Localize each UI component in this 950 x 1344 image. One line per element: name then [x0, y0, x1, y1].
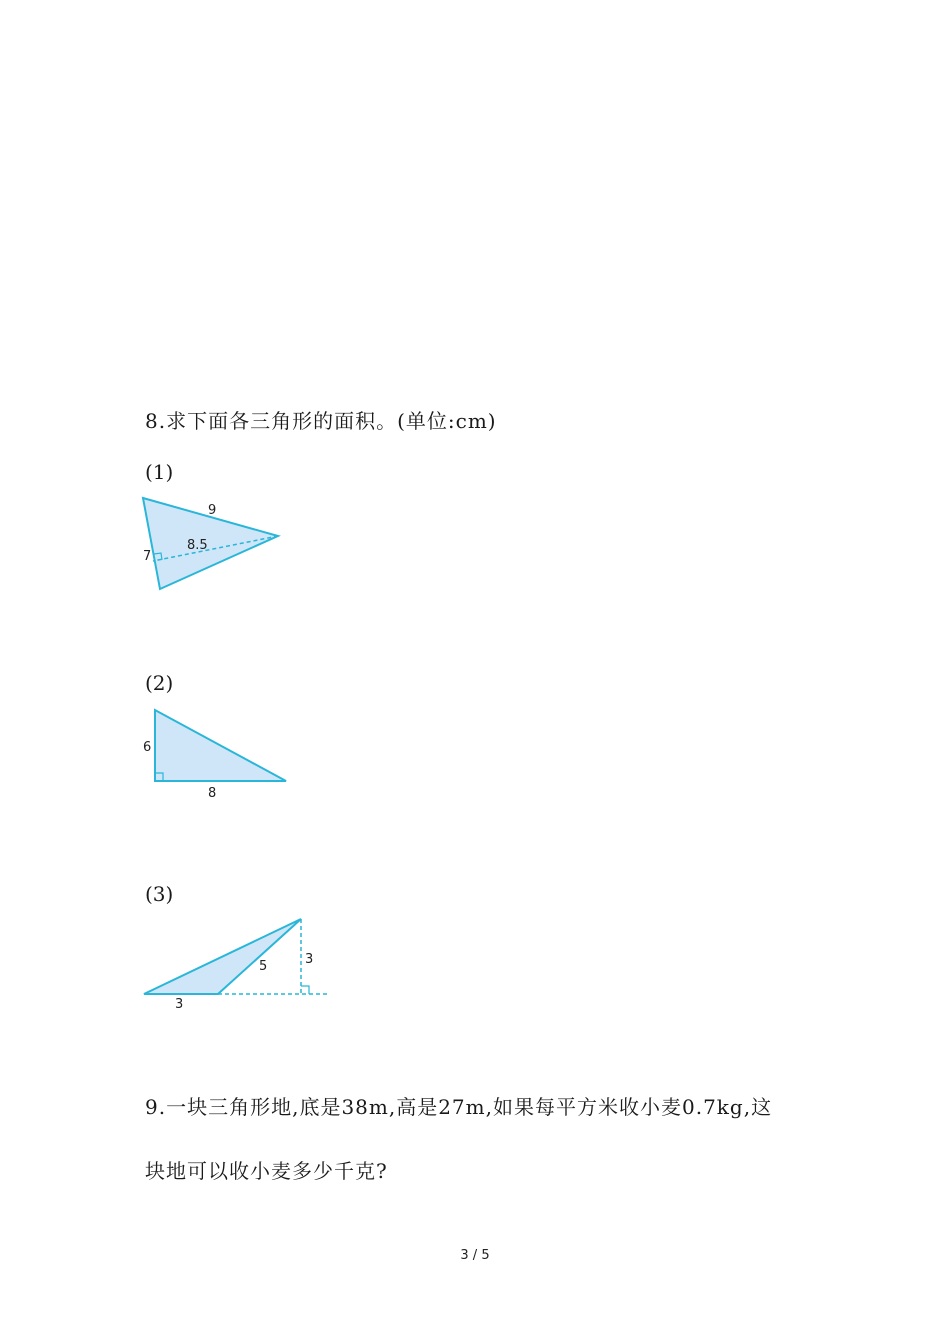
triangle-3-shape [144, 919, 301, 994]
page-number: 3 / 5 [460, 1248, 490, 1263]
part-2-label: (2) [145, 671, 174, 695]
triangle-1-height: 8.5 [187, 538, 208, 553]
triangle-2-base: 8 [208, 786, 217, 801]
part-3-label: (3) [145, 882, 174, 906]
triangle-figure-1 [130, 490, 300, 600]
part-1-label: (1) [145, 460, 174, 484]
triangle-1-side-top: 9 [208, 503, 217, 518]
right-angle-marker [301, 986, 309, 994]
triangle-1-side-left: 7 [143, 549, 152, 564]
triangle-3-base: 3 [175, 997, 184, 1012]
triangle-3-height: 3 [305, 952, 314, 967]
triangle-2-height: 6 [143, 740, 152, 755]
triangle-figure-2 [130, 700, 300, 810]
triangle-2-shape [155, 710, 286, 781]
triangle-figure-3 [135, 910, 335, 1015]
question-9-line-2: 块地可以收小麦多少千克? [145, 1159, 388, 1183]
triangle-3-side: 5 [259, 959, 268, 974]
question-9-line-1: 9.一块三角形地,底是38m,高是27m,如果每平方米收小麦0.7kg,这 [145, 1095, 773, 1119]
question-8-title: 8.求下面各三角形的面积。(单位:cm) [145, 409, 497, 433]
